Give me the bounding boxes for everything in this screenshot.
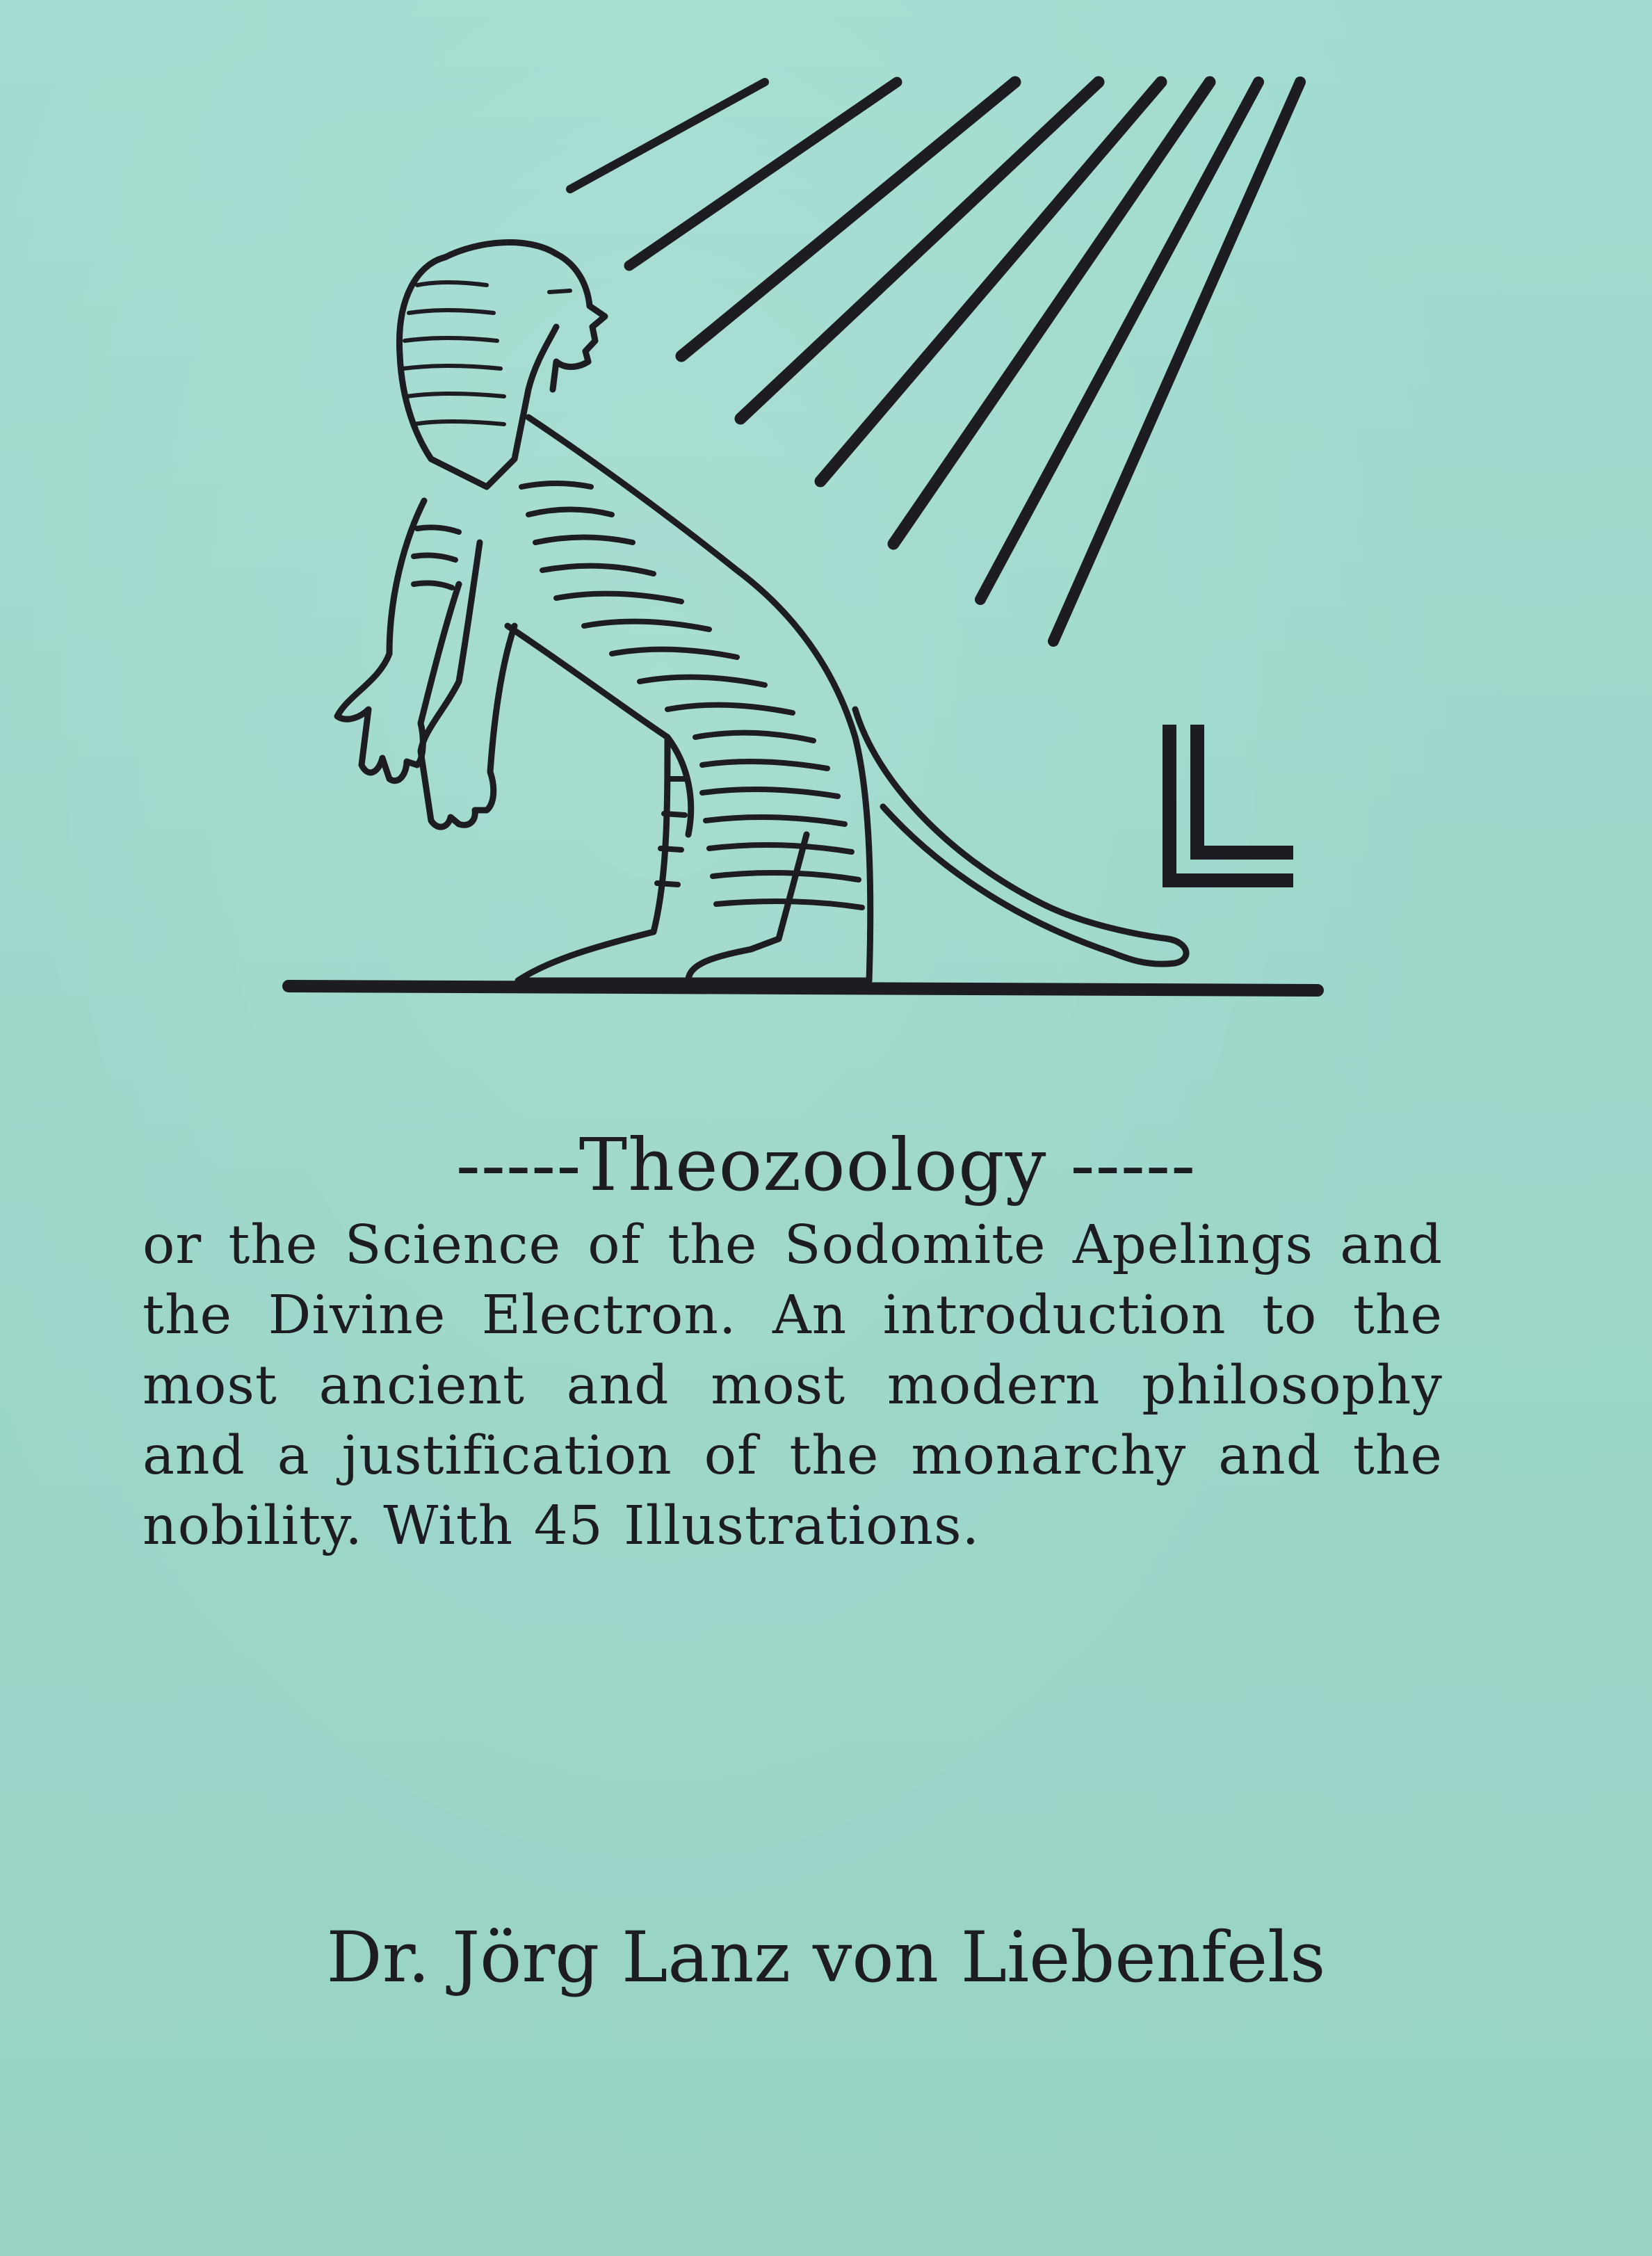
sun-ray (820, 82, 1161, 481)
sphinx-figure (337, 243, 1186, 981)
book-title: -----Theozoology ----- (455, 1122, 1197, 1207)
ground-line (289, 986, 1318, 990)
book-subtitle: or the Science of the Sodomite Apelings and the Divine Electron. An introduction to the most ancient and most modern philosophy and a justification of the monarchy and the nobility. With 45 Illustrations. (143, 1214, 1443, 1557)
author-name: Dr. Jörg Lanz von Liebenfels (326, 1917, 1326, 1998)
sun-ray (570, 82, 765, 189)
sun-ray (629, 82, 897, 266)
sphinx-with-sun-rays-icon (264, 63, 1349, 1015)
double-l-monogram-icon (1163, 725, 1293, 887)
